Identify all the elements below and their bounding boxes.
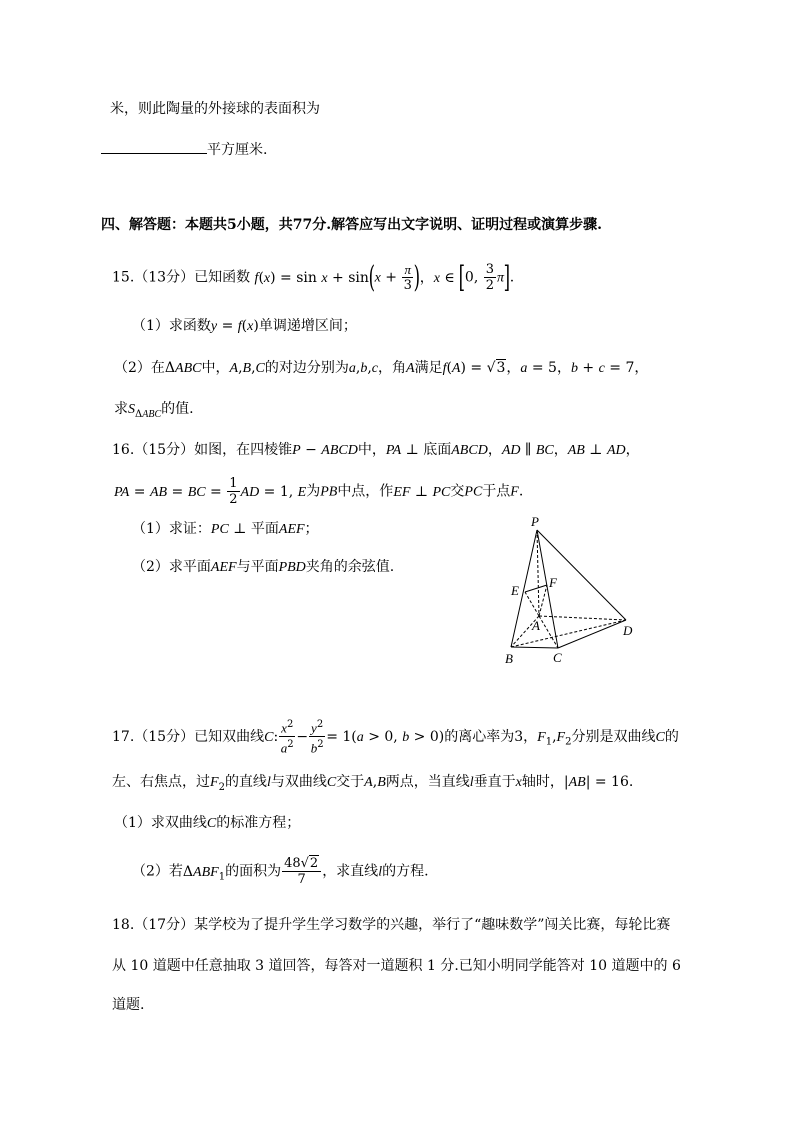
math: ): [413, 259, 421, 295]
q15-part1: [132, 316, 357, 337]
math: 1: [545, 736, 553, 748]
text-segment: 如图，在四棱锥: [194, 442, 293, 458]
text-segment: 在: [150, 360, 165, 376]
math: C: [264, 729, 274, 745]
text-segment: 某学校为了提升学生学习数学的兴趣，举行了“趣味数学”闯关比赛，每轮比赛: [194, 917, 671, 933]
text-segment: 中，: [357, 442, 386, 458]
part-label: （2）: [132, 863, 169, 880]
edge-CD: [558, 620, 626, 648]
text-segment: ，求直线: [322, 863, 379, 880]
question-number: 18.: [112, 917, 135, 933]
math: F: [510, 484, 519, 500]
question-score: （17分）: [134, 917, 195, 933]
math: ΔABC: [164, 360, 202, 376]
math: C: [326, 775, 337, 790]
math: a: [348, 361, 356, 376]
q15-part2-line2: [114, 399, 194, 425]
math: ，AD ∥ BC，AB ⊥ AD，: [487, 442, 640, 458]
question-number: 16.: [112, 442, 135, 458]
fraction: $\frac{48√2}{7}$: [282, 856, 321, 887]
math: c: [371, 361, 378, 376]
text-segment: 中点，作: [337, 483, 394, 500]
label-F: F: [549, 575, 557, 590]
fraction: $\frac{x^2}{a^2}$: [280, 719, 294, 756]
math: 2: [565, 736, 572, 748]
text-segment: 轴时，: [521, 774, 564, 790]
math: AEF: [210, 560, 237, 575]
text-segment: 的标准方程；: [216, 815, 301, 831]
text-segment: 夹角的余弦值.: [305, 559, 395, 575]
label-B: B: [505, 651, 513, 666]
part-label: （2）: [114, 360, 151, 376]
question-number: 17.: [112, 728, 135, 745]
text-segment: ，角: [378, 360, 406, 376]
q18-line1: [112, 915, 670, 935]
text-segment: 的离心率为3，: [444, 728, 538, 745]
math: ABCD: [321, 443, 358, 458]
math: PB: [320, 484, 338, 500]
math: A: [364, 775, 373, 790]
math: PBD: [278, 560, 306, 575]
math: ΔABF: [182, 863, 219, 880]
edge-AF: [539, 585, 547, 616]
label-P: P: [531, 514, 539, 529]
q17-part2: [132, 856, 429, 892]
math: (x) = sin x + sin: [258, 269, 369, 286]
q18-line3: [112, 995, 144, 1015]
math: f: [442, 361, 447, 376]
text-segment: 求函数: [168, 318, 211, 334]
math: f: [237, 319, 242, 334]
math: AD = 1, E: [240, 483, 307, 500]
q17-part1: [114, 813, 300, 834]
math: ΔABC: [135, 408, 162, 420]
text-segment: 从 10 道题中任意抽取 3 道回答，每答对一道题积 1 分.已知小明同学能答对 10 道题中的 6: [112, 958, 681, 974]
math: (: [368, 259, 375, 295]
fraction: $\frac{y^2}{b^2}$: [310, 719, 324, 756]
label-D: D: [623, 623, 633, 638]
math: −: [296, 728, 309, 745]
math: B: [377, 775, 386, 790]
math: x: [515, 775, 522, 790]
text-segment: 左、右焦点，过: [112, 774, 210, 790]
q17-stem: [112, 717, 679, 758]
text-segment: 的对边分别为: [264, 360, 349, 376]
text-segment: 若: [168, 863, 183, 880]
math: A: [229, 361, 239, 376]
math: l: [266, 775, 271, 790]
math: +: [380, 269, 402, 286]
label-C: C: [553, 650, 562, 665]
text-segment: 求证：: [168, 521, 211, 537]
label-A: A: [532, 618, 540, 633]
text-segment: 米，则此陶量的外接球的表面积为: [110, 101, 320, 117]
math: ]: [503, 259, 511, 295]
math: C: [255, 361, 265, 376]
math: = 1(a > 0, b > 0): [326, 728, 445, 745]
part-label: （1）: [132, 521, 169, 537]
math: .: [509, 269, 515, 286]
text-segment: 为: [306, 483, 321, 500]
math: .: [518, 483, 524, 500]
edge-EF: [525, 585, 547, 592]
text-segment: 求平面: [168, 559, 211, 575]
label-E: E: [511, 583, 519, 598]
edge-PA: [537, 530, 539, 616]
math: 2: [218, 781, 225, 793]
text-segment: 道题.: [112, 997, 145, 1013]
math: =: [217, 318, 238, 334]
math: PA = AB = BC =: [114, 483, 227, 500]
part-label: （1）: [114, 815, 151, 831]
text-segment: 的: [664, 728, 679, 745]
math: b: [360, 361, 368, 376]
math: A: [406, 361, 415, 376]
text-segment: 的值.: [161, 401, 194, 417]
math: F: [210, 775, 219, 790]
text-segment: 的直线: [224, 774, 267, 790]
q16-stem-line2: [114, 476, 523, 507]
question-score: （13分）: [134, 269, 195, 286]
edge-AE: [525, 592, 539, 616]
math: ABCD: [451, 443, 488, 458]
math: [: [458, 259, 466, 295]
math: l: [469, 775, 474, 790]
text-segment: 分别是双曲线: [571, 728, 656, 745]
text-segment: 的方程.: [382, 863, 429, 880]
math: ,: [552, 728, 557, 745]
fill-blank-line-2: [101, 139, 267, 160]
fraction: $\frac{3}{2}$: [485, 262, 494, 293]
text-segment: 底面: [423, 442, 452, 458]
math: |AB| = 16.: [563, 774, 634, 790]
q17-stem-line2: [112, 772, 633, 798]
fill-blank-line-1: [110, 99, 320, 119]
text-segment: 已知双曲线: [194, 728, 265, 745]
text-segment: 求: [114, 401, 128, 417]
text-segment: 满足: [414, 360, 443, 376]
part-label: （1）: [132, 318, 169, 334]
edge-BD: [511, 620, 626, 647]
text-segment: 已知函数: [194, 269, 251, 286]
text-segment: 两点，当直线: [385, 774, 470, 790]
part-label: （2）: [132, 559, 169, 575]
math: f: [254, 270, 259, 286]
answer-blank[interactable]: [101, 139, 207, 154]
math: 1: [218, 871, 226, 883]
math: 0,: [464, 269, 483, 286]
question-score: （15分）: [134, 442, 195, 458]
math: F: [556, 729, 566, 745]
math: ⊥: [401, 442, 424, 458]
fraction: $\frac{\pi}{3}$: [403, 262, 412, 293]
math: AEF: [278, 522, 305, 537]
text-segment: 交: [450, 483, 465, 500]
text-segment: 与平面: [236, 559, 279, 575]
q16-part1: [132, 519, 319, 540]
math: ；: [304, 521, 319, 537]
math: ,: [251, 360, 256, 376]
q16-part2: [132, 557, 394, 578]
math: EF ⊥ PC: [393, 483, 451, 500]
math: l: [378, 864, 383, 880]
section-heading: [101, 215, 602, 235]
text-segment: 于点: [482, 483, 511, 500]
text-segment: 平面: [250, 521, 279, 537]
math: x: [374, 270, 381, 286]
text-segment: 单调递增区间；: [258, 318, 357, 334]
pyramid-figure: [495, 512, 645, 670]
q18-line2: [112, 956, 681, 976]
math: ⊥: [228, 521, 251, 537]
math: (x): [241, 318, 259, 334]
text-segment: 平方厘米.: [207, 142, 268, 158]
math: PA: [385, 443, 402, 458]
math: y: [210, 319, 218, 334]
q15-stem: [112, 259, 515, 295]
math: ,: [355, 360, 361, 376]
question-score: （15分）: [134, 728, 195, 745]
text-segment: 中，: [201, 360, 230, 376]
q16-stem: [112, 440, 640, 461]
math: ，x ∈: [419, 269, 460, 286]
text-segment: 垂直于: [473, 774, 516, 790]
text-segment: 交于: [336, 774, 365, 790]
math: ,: [367, 360, 372, 376]
math: :: [273, 728, 279, 745]
math: −: [300, 442, 322, 458]
text-segment: 的面积为: [225, 863, 282, 880]
math: ,: [372, 774, 378, 790]
math: P: [292, 443, 301, 458]
math: PC: [464, 484, 483, 500]
math: S: [128, 402, 135, 417]
math: (A) = √3，a = 5，b + c = 7，: [446, 360, 649, 376]
math: π: [497, 270, 505, 286]
question-number: 15.: [112, 269, 135, 286]
math: PC: [210, 522, 229, 537]
text-segment: 与双曲线: [270, 774, 327, 790]
text-segment: 求双曲线: [150, 815, 207, 831]
heading-text: 四、解答题：本题共5小题，共77分.解答应写出文字说明、证明过程或演算步骤.: [101, 217, 602, 233]
math: C: [206, 816, 217, 831]
math: C: [655, 729, 665, 745]
fraction: $\frac{1}{2}$: [229, 476, 238, 507]
math: B: [242, 361, 252, 376]
edge-BC: [511, 647, 558, 648]
math: F: [537, 729, 546, 745]
q15-part2: [114, 358, 648, 379]
math: ,: [238, 360, 243, 376]
